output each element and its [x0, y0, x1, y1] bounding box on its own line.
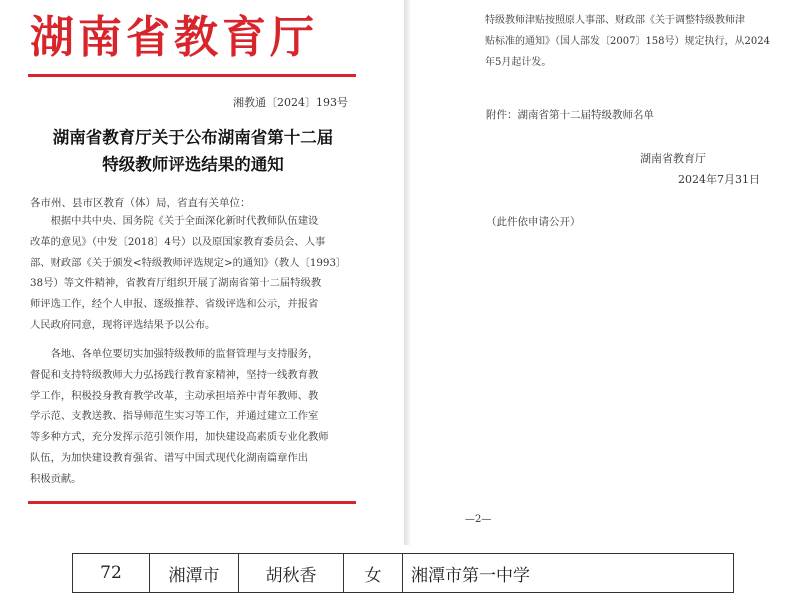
paragraph-line: 38号）等文件精神，省教育厅组织开展了湖南省第十二届特级教 [30, 277, 322, 290]
notice-title [28, 124, 358, 178]
body-paragraph-1 [30, 211, 360, 336]
notice-title-line: 特级教师评选结果的通知 [102, 155, 284, 174]
disclosure-note: （此件依申请公开） [486, 216, 581, 228]
roster-table [72, 553, 734, 593]
addressee: 各市州、县市区教育（体）局，省直有关单位： [30, 197, 251, 209]
paragraph-line: 师评选工作，经个人申报、逐级推荐、省级评选和公示，并报省 [30, 298, 319, 311]
cell-number: 72 [73, 554, 150, 593]
cell-school: 湘潭市第一中学 [403, 554, 734, 593]
red-header-title: 湖南省教育厅 [30, 12, 318, 63]
right-page [410, 0, 800, 545]
paragraph-line: 根据中共中央、国务院《关于全面深化新时代教师队伍建设 [30, 215, 319, 227]
left-page [0, 0, 404, 545]
paragraph-line: 各地、各单位要切实加强特级教师的监督管理与支持服务， [30, 348, 319, 360]
red-footer-rule [28, 501, 356, 504]
paragraph-line: 督促和支持特级教师大力弘扬践行教育家精神，坚持一线教育教 [30, 368, 319, 381]
paragraph-line: 部、财政部《关于颁发<特级教师评选规定>的通知》（教人〔1993〕 [30, 256, 347, 269]
paragraph-line: 改革的意见》（中发〔2018〕4号）以及原国家教育委员会、人事 [30, 235, 326, 248]
issuer-signature: 湖南省教育厅 [640, 152, 706, 165]
cell-name: 胡秋香 [239, 554, 344, 593]
paragraph-line: 学工作，积极投身教育教学改革，主动承担培养中青年教师、教 [30, 389, 319, 402]
body-paragraph-2 [30, 344, 360, 490]
red-header-rule [28, 74, 356, 77]
notice-title-line: 湖南省教育厅关于公布湖南省第十二届 [52, 128, 334, 147]
document-number: 湘教通〔2024〕193号 [233, 96, 348, 109]
page-number: —2— [465, 514, 492, 525]
attachment-line: 附件：湖南省第十二届特级教师名单 [486, 109, 654, 121]
table-row [73, 554, 734, 593]
cell-city: 湘潭市 [150, 554, 239, 593]
paragraph-line: 人民政府同意，现将评选结果予以公布。 [30, 318, 216, 331]
paragraph-line: 积极贡献。 [30, 472, 82, 485]
paragraph-line: 贴标准的通知》（国人部发〔2007〕158号）规定执行，从2024 [485, 36, 770, 47]
roster-table-strip [0, 545, 800, 607]
paragraph-line: 学示范、支教送教、指导师范生实习等工作，并通过建立工作室 [30, 410, 319, 423]
paragraph-line: 等多种方式，充分发挥示范引领作用，加快建设高素质专业化教师 [30, 431, 329, 444]
paragraph-line: 特级教师津贴按照原人事部、财政部《关于调整特级教师津 [485, 15, 745, 26]
cell-gender: 女 [344, 554, 403, 593]
paragraph-line: 队伍，为加快建设教育强省、谱写中国式现代化湖南篇章作出 [30, 451, 309, 464]
paragraph-line: 年5月起计发。 [485, 57, 552, 68]
continuation-paragraph [485, 10, 785, 73]
issue-date: 2024年7月31日 [678, 173, 760, 186]
